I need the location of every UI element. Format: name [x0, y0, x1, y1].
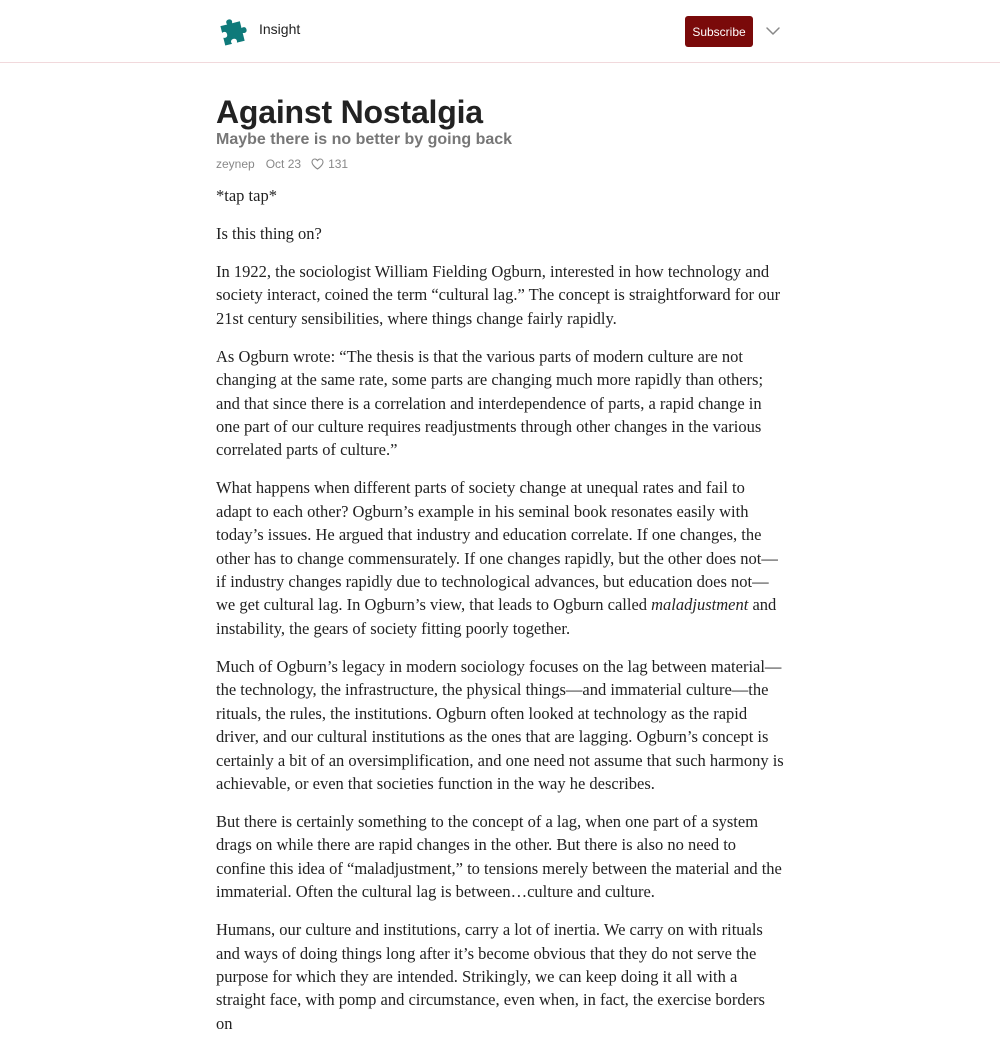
post-body — [216, 184, 784, 1035]
paragraph: Much of Ogburn’s legacy in modern sociology focuses on the lag between material—the technology, the infrastructure, the physical things—and immaterial culture—the rituals, the rules, the institutions. Ogburn often looked at technology as the rapid driver, and our cultural institutions as the ones that are lagging. Ogburn’s concept is certainly a bit of an oversimplification, and one need not assume that such harmony is achievable, or even that societies function in the way he describes. — [216, 656, 784, 793]
post-title: Against Nostalgia — [216, 94, 483, 130]
post — [216, 92, 784, 1050]
paragraph: But there is certainly something to the concept of a lag, when one part of a system drags on while there are rapid changes in the other. But there is also no need to confine this idea of “maladjustment,” to tensions merely between the material and the immaterial. Often the cultural lag is between…culture and culture. — [216, 811, 782, 902]
chevron-down-icon[interactable] — [765, 25, 781, 37]
paragraph-text: What happens when different parts of society change at unequal rates and fail to adapt to each other? Ogburn’s example in his seminal book resonates easily with today’s issues. He argued that industry and education correlate. If one changes, the other has to change commensurately. If one changes rapidly, but the other does not—if industry changes rapidly due to technological advances, but education does not—we get cultural lag. In Ogburn’s view, that leads to Ogburn called — [216, 478, 778, 615]
paragraph: In 1922, the sociologist William Fielding Ogburn, interested in how technology and society interact, coined the term “cultural lag.” The concept is straightforward for our 21st century sensibilities, where things change fairly rapidly. — [216, 262, 781, 328]
author-link[interactable]: zeynep — [216, 157, 255, 171]
top-navigation-bar — [0, 0, 1000, 63]
paragraph — [216, 476, 784, 640]
post-subtitle: Maybe there is no better by going back — [216, 131, 513, 148]
heart-icon — [311, 158, 324, 170]
emphasized-term: maladjustment — [651, 595, 749, 615]
paragraph: Is this thing on? — [216, 224, 322, 243]
puzzle-piece-logo-icon[interactable] — [216, 13, 252, 49]
subscribe-button[interactable]: Subscribe — [685, 16, 753, 47]
like-button[interactable] — [311, 157, 348, 171]
paragraph-text: and instability, the gears of society fitting poorly together. — [216, 595, 777, 638]
site-name[interactable]: Insight — [259, 20, 301, 37]
paragraph: As Ogburn wrote: “The thesis is that the various parts of modern culture are not changing at the same rate, some parts are changing much more rapidly than others; and that since there is a correlation and interdependence of parts, a rapid change in one part of our culture requires readjustments through other changes in the various correlated parts of culture.” — [216, 346, 764, 460]
paragraph: *tap tap* — [216, 186, 277, 205]
post-meta — [216, 154, 784, 174]
post-date: Oct 23 — [265, 157, 302, 171]
like-count: 131 — [328, 157, 349, 171]
brand[interactable] — [216, 13, 300, 49]
paragraph: Humans, our culture and institutions, carry a lot of inertia. We carry on with rituals and ways of doing things long after it’s become obvious that they do not serve the purpose for which they are intended. Strikingly, we can keep doing it all with a straight face, with pomp and circumstance, even when, in fact, the exercise borders on — [216, 920, 765, 1033]
